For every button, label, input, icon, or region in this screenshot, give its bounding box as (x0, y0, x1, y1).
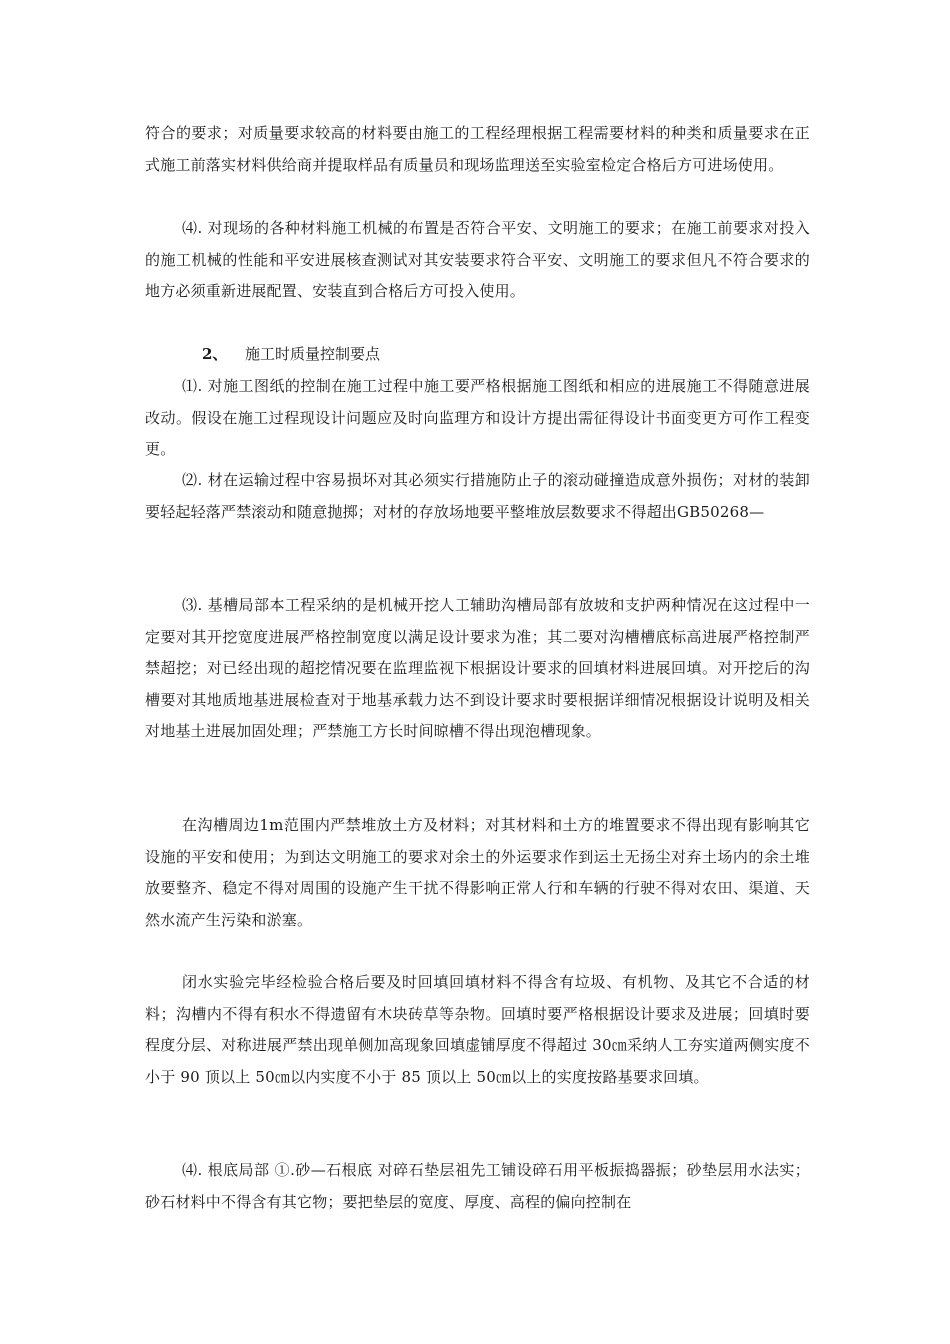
paragraph-backfill: 闭水实验完毕经检验合格后要及时回填回填材料不得含有垃圾、有机物、及其它不合适的材料；沟槽内不得有积水不得遗留有木块砖草等杂物。回填时要严格根据设计要求及进展；回填时要程度分层、对称进展严禁出现单侧加高现象回填虚铺厚度不得超过 30㎝采纳人工夯实道两侧实度不小于 90 顶以上 50㎝以内实度不小于 85 顶以上 50㎝以上的实度按路基要求回填。 (145, 973, 810, 1086)
paragraph-material-requirements: 符合的要求；对质量要求较高的材料要由施工的工程经理根据工程需要材料的种类和质量要求在正式施工前落实材料供给商并提取样品有质量员和现场监理送至实验室检定合格后方可进场使用。 (145, 124, 810, 174)
paragraph-item-4-foundation: ⑷. 根底局部 ①.砂—石根底 对碎石垫层祖先工铺设碎石用平板振捣器振；砂垫层用水法实；砂石材料中不得含有其它物；要把垫层的宽度、厚度、高程的偏向控制在 (145, 1161, 810, 1211)
section-title: 施工时质量控制要点 (245, 345, 381, 363)
section-number: 2、 (202, 345, 228, 363)
paragraph-trench-surroundings: 在沟槽周边1m范围内严禁堆放土方及材料；对其材料和土方的堆置要求不得出现有影响其它设施的平安和使用；为到达文明施工的要求对余土的外运要求作到运土无扬尘对弃土场内的余土堆放要整齐、稳定不得对周围的设施产生干扰不得影响正常人行和车辆的行驶不得对农田、渠道、天然水流产生污染和淤塞。 (145, 816, 810, 929)
paragraph-item-1-drawings: ⑴. 对施工图纸的控制在施工过程中施工要严格根据施工图纸和相应的进展施工不得随意进展改动。假设在施工过程现设计问题应及时向监理方和设计方提出需征得设计书面变更方可作工程变更。 (145, 377, 810, 458)
section-heading (145, 339, 380, 371)
paragraph-item-4-machinery: ⑷. 对现场的各种材料施工机械的布置是否符合平安、文明施工的要求；在施工前要求对投入的施工机械的性能和平安进展核查测试对其安装要求符合平安、文明施工的要求但凡不符合要求的地方必须重新进展配置、安装直到合格后方可投入使用。 (145, 219, 810, 300)
paragraph-item-2-transport: ⑵. 材在运输过程中容易损坏对其必须实行措施防止子的滚动碰撞造成意外损伤；对材的装卸要轻起轻落严禁滚动和随意抛掷；对材的存放场地要平整堆放层数要求不得超出GB50268— (145, 471, 810, 521)
paragraph-item-3-trench: ⑶. 基槽局部本工程采纳的是机械开挖人工辅助沟槽局部有放坡和支护两种情况在这过程中一定要对其开挖宽度进展严格控制宽度以满足设计要求为准；其二要对沟槽槽底标高进展严格控制严禁超挖；对已经出现的超挖情况要在监理监视下根据设计要求的回填材料进展回填。对开挖后的沟槽要对其地质地基进展检查对于地基承载力达不到设计要求时要根据详细情况根据设计说明及相关对地基土进展加固处理；严禁施工方长时间晾槽不得出现泡槽现象。 (145, 596, 810, 740)
